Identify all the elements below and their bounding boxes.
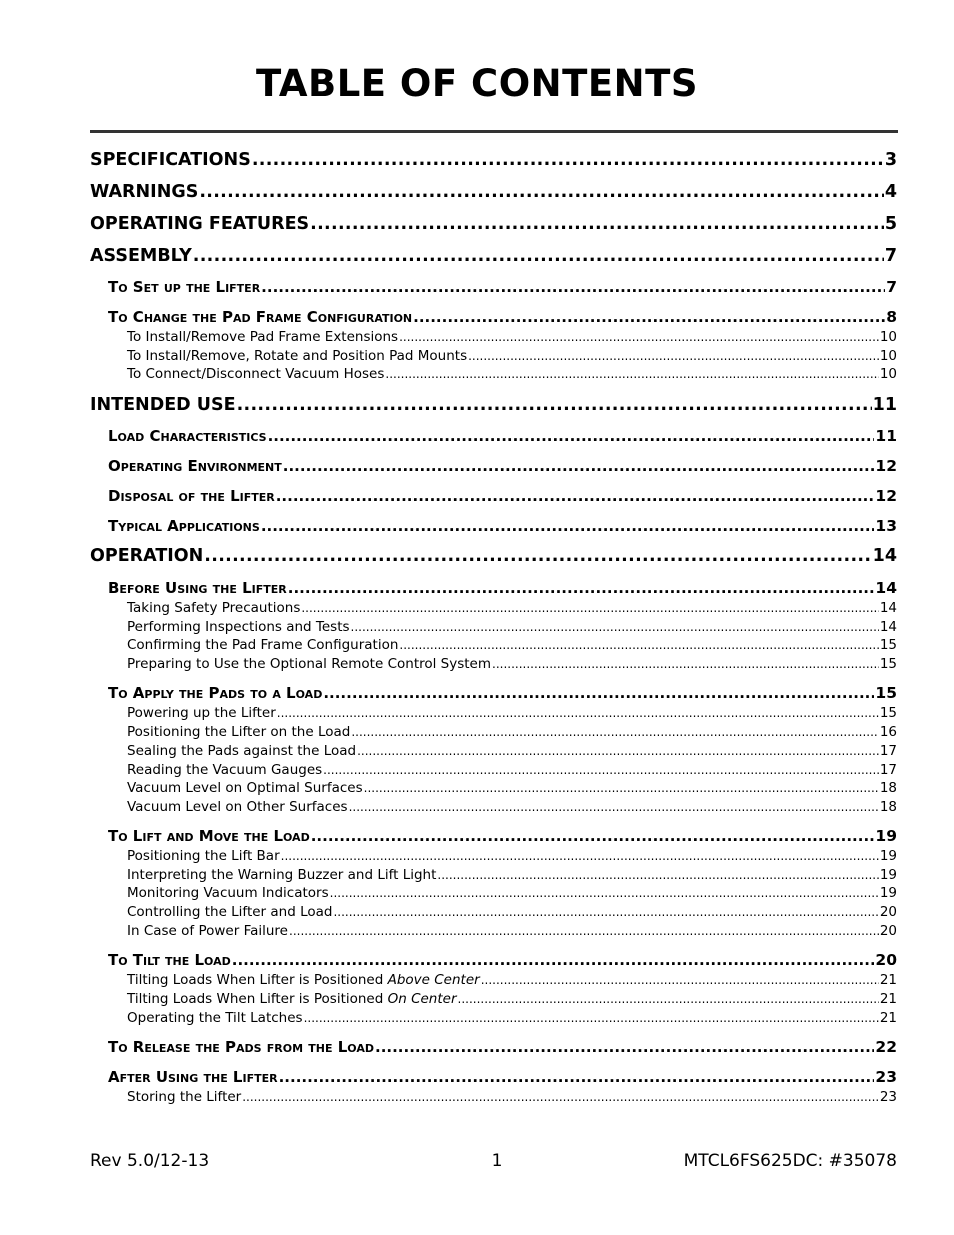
toc-entry-label: [108, 827, 310, 845]
toc-entry-page: 19: [879, 867, 897, 883]
toc-entry-level-2[interactable]: [108, 457, 897, 475]
toc-entry-page: 4: [884, 182, 897, 202]
toc-entry-label-text: Operating the Tilt Latches: [127, 1010, 303, 1026]
toc-entry-label: [127, 923, 288, 939]
toc-entry-label: [90, 395, 236, 415]
toc-entry-label-text: Tilting Loads When Lifter is Positioned: [127, 972, 388, 988]
toc-entry-label: [108, 278, 260, 296]
toc-entry-page: 20: [875, 951, 897, 969]
toc-entry-label-text: Sealing the Pads against the Load: [127, 743, 357, 759]
toc-entry-page: 21: [879, 972, 897, 988]
toc-leader-dots: [375, 1038, 874, 1056]
toc-entry-page: 21: [879, 991, 897, 1007]
toc-entry-label: [127, 656, 491, 672]
toc-entry-label-text: Monitoring Vacuum Indicators: [127, 885, 329, 901]
toc-entry-label: [127, 762, 322, 778]
toc-leader-dots: [276, 487, 875, 505]
toc-entry-page: 19: [875, 827, 897, 845]
toc-leader-dots: [288, 579, 875, 597]
toc-entry-page: 19: [879, 848, 897, 864]
toc-leader-dots: [385, 367, 878, 381]
toc-entry-page: 23: [875, 1068, 897, 1086]
toc-leader-dots: [399, 330, 879, 344]
toc-entry-label-text: Controlling the Lifter and Load: [127, 904, 333, 920]
toc-entry-page: 11: [872, 395, 897, 415]
toc-entry-label: [108, 951, 231, 969]
toc-entry-page: 10: [879, 366, 897, 382]
toc-leader-dots: [351, 725, 878, 739]
toc-entry-label-text: To Connect/Disconnect Vacuum Hoses: [127, 366, 385, 382]
toc-entry-label-text: In Case of Power Failure: [127, 923, 288, 939]
toc-leader-dots: [268, 427, 875, 445]
title-divider: [90, 130, 898, 133]
toc-entry-label-text: Before Using the Lifter: [108, 579, 287, 597]
toc-entry-label: [127, 1010, 303, 1026]
toc-entry-level-3[interactable]: [127, 348, 897, 364]
toc-leader-dots: [468, 349, 879, 363]
toc-entry-level-3[interactable]: [127, 885, 897, 901]
toc-entry-label-text: To Set up the Lifter: [108, 278, 261, 296]
toc-leader-dots: [437, 868, 878, 882]
footer-revision: Rev 5.0/12-13: [90, 1151, 210, 1171]
toc-entry-label-text: Tilting Loads When Lifter is Positioned: [127, 991, 388, 1007]
toc-entry-label-text: Load Characteristics: [108, 427, 267, 445]
toc-entry-level-3[interactable]: [127, 656, 897, 672]
toc-leader-dots: [481, 973, 879, 987]
toc-entry-page: 15: [879, 637, 897, 653]
toc-entry-label-text: Interpreting the Warning Buzzer and Lift Light: [127, 867, 437, 883]
toc-entry-level-2[interactable]: [108, 1068, 897, 1086]
toc-entry-page: 21: [879, 1010, 897, 1026]
toc-entry-label-text: WARNINGS: [90, 182, 199, 202]
toc-leader-dots: [283, 457, 875, 475]
toc-entry-label-text: SPECIFICATIONS: [90, 150, 251, 170]
toc-entry-page: 5: [884, 214, 897, 234]
toc-entry-level-2[interactable]: [108, 308, 897, 326]
toc-entry-label-text: Performing Inspections and Tests: [127, 619, 350, 635]
toc-entry-level-3[interactable]: [127, 743, 897, 759]
toc-entry-page: 7: [884, 246, 897, 266]
toc-entry-label: [127, 867, 436, 883]
toc-entry-level-3[interactable]: [127, 705, 897, 721]
toc-entry-page: 13: [875, 517, 897, 535]
toc-entry-level-3[interactable]: [127, 904, 897, 920]
toc-entry-label-text: Operating Environment: [108, 457, 282, 475]
toc-entry-level-2[interactable]: [108, 427, 897, 445]
toc-entry-label-text: Taking Safety Precautions: [127, 600, 301, 616]
toc-entry-level-2[interactable]: [108, 278, 897, 296]
toc-entry-label-text: To Release the Pads from the Load: [108, 1038, 375, 1056]
toc-entry-page: 3: [884, 150, 897, 170]
toc-entry-level-1[interactable]: [90, 182, 897, 202]
toc-leader-dots: [458, 992, 879, 1006]
toc-entry-level-3[interactable]: [127, 991, 897, 1007]
toc-leader-dots: [364, 781, 879, 795]
toc-entry-label: [90, 246, 192, 266]
toc-entry-label-text: Reading the Vacuum Gauges: [127, 762, 323, 778]
toc-entry-label: [108, 517, 260, 535]
toc-entry-label-emphasis: Above Center: [387, 972, 480, 988]
toc-entry-label: [90, 546, 203, 566]
toc-entry-label: [90, 150, 251, 170]
toc-entry-label: [127, 619, 350, 635]
toc-entry-label: [108, 487, 275, 505]
toc-entry-level-2[interactable]: [108, 487, 897, 505]
toc-entry-label-text: To Lift and Move the Load: [108, 827, 310, 845]
toc-entry-label: [108, 427, 267, 445]
toc-entry-page: 7: [886, 278, 897, 296]
toc-entry-page: 16: [879, 724, 897, 740]
toc-entry-level-1[interactable]: [90, 214, 897, 234]
toc-leader-dots: [492, 657, 879, 671]
toc-leader-dots: [349, 800, 879, 814]
toc-entry-page: 18: [879, 799, 897, 815]
toc-entry-level-3[interactable]: [127, 923, 897, 939]
toc-entry-level-2[interactable]: [108, 684, 897, 702]
toc-entry-page: 20: [879, 923, 897, 939]
toc-entry-level-3[interactable]: [127, 724, 897, 740]
toc-entry-level-3[interactable]: [127, 619, 897, 635]
toc-leader-dots: [277, 706, 879, 720]
toc-entry-page: 14: [879, 600, 897, 616]
toc-entry-label-text: Positioning the Lift Bar: [127, 848, 280, 864]
toc-entry-label: [127, 600, 300, 616]
toc-entry-label-text: ASSEMBLY: [90, 246, 192, 266]
toc-entry-page: 20: [879, 904, 897, 920]
toc-entry-level-3[interactable]: [127, 329, 897, 345]
toc-entry-label: [90, 214, 309, 234]
toc-entry-label-text: To Change the Pad Frame Configuration: [108, 308, 413, 326]
toc-entry-label: [127, 348, 467, 364]
toc-entry-level-3[interactable]: [127, 1010, 897, 1026]
toc-entry-level-1[interactable]: [90, 395, 897, 415]
toc-entry-level-2[interactable]: [108, 579, 897, 597]
toc-entry-level-3[interactable]: [127, 972, 897, 988]
toc-leader-dots: [357, 744, 879, 758]
toc-entry-label: [108, 684, 322, 702]
toc-entry-page: 11: [875, 427, 897, 445]
toc-entry-label: [127, 705, 276, 721]
toc-entry-level-2[interactable]: [108, 827, 897, 845]
toc-entry-level-1[interactable]: [90, 246, 897, 266]
toc-entry-label-text: OPERATING FEATURES: [90, 214, 310, 234]
toc-entry-label-text: To Apply the Pads to a Load: [108, 684, 323, 702]
toc-entry-page: 10: [879, 348, 897, 364]
toc-leader-dots: [330, 886, 879, 900]
toc-entry-label: [127, 1089, 241, 1105]
toc-entry-page: 17: [879, 743, 897, 759]
toc-leader-dots: [242, 1090, 879, 1104]
toc-entry-label-text: Powering up the Lifter: [127, 705, 276, 721]
toc-leader-dots: [333, 905, 878, 919]
toc-entry-label-text: After Using the Lifter: [108, 1068, 278, 1086]
toc-entry-level-3[interactable]: [127, 780, 897, 796]
toc-leader-dots: [193, 246, 884, 266]
toc-entry-label: [127, 637, 398, 653]
toc-leader-dots: [289, 924, 879, 938]
toc-entry-page: 14: [872, 546, 897, 566]
toc-entry-label: [127, 780, 363, 796]
toc-leader-dots: [204, 546, 871, 566]
toc-entry-page: 10: [879, 329, 897, 345]
toc-leader-dots: [237, 395, 872, 415]
toc-leader-dots: [351, 620, 879, 634]
toc-leader-dots: [301, 601, 878, 615]
toc-entry-label: [108, 1068, 278, 1086]
toc-leader-dots: [323, 684, 874, 702]
toc-entry-level-3[interactable]: [127, 1089, 897, 1105]
toc-entry-level-3[interactable]: [127, 799, 897, 815]
toc-entry-label-text: Preparing to Use the Optional Remote Control System: [127, 656, 492, 672]
toc-entry-page: 19: [879, 885, 897, 901]
toc-entry-label: [127, 743, 356, 759]
toc-entry-page: 15: [879, 656, 897, 672]
toc-entry-label: [127, 366, 384, 382]
toc-entry-level-2[interactable]: [108, 1038, 897, 1056]
toc-leader-dots: [261, 517, 875, 535]
toc-entry-level-3[interactable]: [127, 848, 897, 864]
toc-entry-level-3[interactable]: [127, 366, 897, 382]
toc-entry-label: [127, 991, 457, 1007]
toc-entry-label: [127, 799, 348, 815]
toc-entry-label-text: Confirming the Pad Frame Configuration: [127, 637, 399, 653]
toc-entry-level-3[interactable]: [127, 762, 897, 778]
toc-leader-dots: [311, 827, 875, 845]
toc-entry-label: [127, 329, 398, 345]
toc-entry-label-text: To Install/Remove Pad Frame Extensions: [127, 329, 399, 345]
toc-entry-level-3[interactable]: [127, 600, 897, 616]
toc-entry-page: 8: [886, 308, 897, 326]
toc-entry-page: 15: [879, 705, 897, 721]
toc-entry-page: 17: [879, 762, 897, 778]
toc-entry-label: [127, 904, 332, 920]
toc-entry-level-1[interactable]: [90, 546, 897, 566]
toc-leader-dots: [323, 763, 879, 777]
toc-leader-dots: [281, 849, 879, 863]
toc-entry-level-3[interactable]: [127, 867, 897, 883]
toc-leader-dots: [261, 278, 885, 296]
toc-leader-dots: [304, 1011, 879, 1025]
toc-entry-page: 12: [875, 487, 897, 505]
page-title: TABLE OF CONTENTS: [256, 62, 698, 105]
footer-page-number: 1: [491, 1151, 503, 1171]
toc-entry-label-text: Vacuum Level on Optimal Surfaces: [127, 780, 363, 796]
toc-leader-dots: [252, 150, 884, 170]
toc-entry-label-text: Vacuum Level on Other Surfaces: [127, 799, 348, 815]
toc-leader-dots: [310, 214, 884, 234]
toc-entry-level-2[interactable]: [108, 517, 897, 535]
toc-leader-dots: [413, 308, 885, 326]
toc-leader-dots: [232, 951, 875, 969]
toc-entry-level-2[interactable]: [108, 951, 897, 969]
toc-entry-label-text: INTENDED USE: [90, 395, 236, 415]
toc-entry-label: [127, 885, 329, 901]
toc-entry-page: 23: [879, 1089, 897, 1105]
toc-entry-page: 18: [879, 780, 897, 796]
toc-entry-label: [108, 308, 412, 326]
toc-entry-label-text: OPERATION: [90, 546, 204, 566]
toc-entry-label-text: To Install/Remove, Rotate and Position Pad Mounts: [127, 348, 468, 364]
toc-entry-label: [127, 724, 350, 740]
toc-entry-page: 12: [875, 457, 897, 475]
toc-entry-label-emphasis: On Center: [387, 991, 457, 1007]
toc-entry-level-1[interactable]: [90, 150, 897, 170]
toc-entry-page: 14: [875, 579, 897, 597]
toc-leader-dots: [199, 182, 884, 202]
footer-document-id: MTCL6FS625DC: #35078: [683, 1151, 897, 1171]
toc-entry-label-text: Storing the Lifter: [127, 1089, 242, 1105]
toc-entry-label: [127, 972, 480, 988]
toc-entry-page: 14: [879, 619, 897, 635]
toc-entry-page: 22: [875, 1038, 897, 1056]
toc-entry-label: [108, 457, 282, 475]
toc-entry-label-text: Positioning the Lifter on the Load: [127, 724, 351, 740]
toc-leader-dots: [399, 638, 878, 652]
toc-entry-label: [108, 1038, 374, 1056]
toc-entry-label: [90, 182, 198, 202]
toc-entry-label-text: Typical Applications: [108, 517, 260, 535]
toc-entry-page: 15: [875, 684, 897, 702]
toc-entry-label-text: To Tilt the Load: [108, 951, 231, 969]
toc-entry-label: [108, 579, 287, 597]
toc-entry-level-3[interactable]: [127, 637, 897, 653]
toc-entry-label: [127, 848, 280, 864]
toc-leader-dots: [279, 1068, 875, 1086]
toc-entry-label-text: Disposal of the Lifter: [108, 487, 275, 505]
